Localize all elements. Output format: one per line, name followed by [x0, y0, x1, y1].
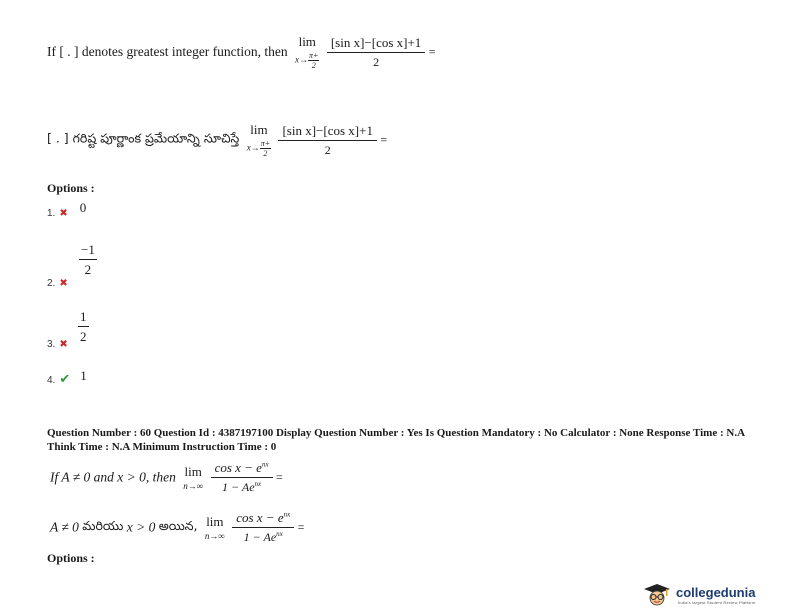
q59-fraction: $\frac{\text{[sin x]−[cos x]+1}}{2}$: [327, 35, 425, 70]
q60-metadata: Question Number : 60 Question Id : 4387197100 Display Question Number : Yes Is Question Mandatory : No Calculator : None Response Time : N.A Think Time : N.A Minimum Instruction Time : 0: [47, 427, 745, 453]
graduate-mascot-icon: [640, 582, 674, 606]
option-2-value: $\frac{-1}{2}$: [81, 242, 95, 277]
q59-english-prefix: If [ . ] denotes greatest integer function, then: [47, 44, 288, 59]
q59-telugu-limit: lim x→ $\frac{\pi+}{2}$: [246, 122, 271, 158]
logo-tagline: India's largest Student Review Platform: [678, 600, 756, 605]
q59-telugu-prefix: [ . ] గరిష్ట పూర్ణాంక ప్రమేయాన్ని సూచిస్తే: [47, 130, 240, 146]
q59-options-label: Options :: [47, 181, 95, 195]
option-3-value: $\frac{1}{2}$: [80, 309, 87, 344]
option-2[interactable]: 2. ✖: [47, 278, 68, 289]
correct-check-icon: ✔: [59, 372, 71, 387]
logo-name: collegedunia: [676, 585, 756, 600]
option-3[interactable]: 3. ✖: [47, 339, 68, 350]
q59-english-line: If [ . ] denotes greatest integer function, then lim x→ $\frac{\pi+}{2}$ $\frac{\text{[sin x]−[cos x]+1}}{2}$ =: [47, 34, 436, 70]
q60-telugu-line: A ≠ 0 మరియు x > 0 అయిన, lim n→∞ $\frac{\cos x - e^{nx}}{1 - Ae^{nx}}$ =: [50, 510, 305, 544]
option-4[interactable]: 4. ✔ 1: [47, 368, 87, 387]
q60-limit: lim n→∞: [183, 464, 204, 491]
q59-telugu-line: [ . ] గరిష్ట పూర్ణాంక ప్రమేయాన్ని సూచిస్తే lim x→ $\frac{\pi+}{2}$ $\frac{\text{[sin x]−[cos x]+1}}{2}$ =: [47, 122, 388, 158]
option-1-value: 0: [79, 200, 87, 215]
option-1[interactable]: 1. ✖ $^0$: [47, 200, 87, 219]
option-4-value: 1: [80, 368, 87, 383]
q60-english-line: If A ≠ 0 and x > 0, then lim n→∞ $\frac{\cos x - e^{nx}}{1 - Ae^{nx}}$ =: [50, 460, 283, 494]
wrong-mark-icon: ✖: [59, 339, 68, 350]
q59-telugu-fraction: $\frac{\text{[sin x]−[cos x]+1}}{2}$: [278, 123, 376, 158]
q60-fraction: $\frac{\cos x - e^{nx}}{1 - Ae^{nx}}$: [211, 460, 273, 495]
q60-telugu-limit: lim n→∞: [204, 514, 225, 541]
q59-limit: lim x→ $\frac{\pi+}{2}$: [295, 34, 319, 70]
collegedunia-logo: [640, 582, 790, 606]
q60-telugu-fraction: $\frac{\cos x - e^{nx}}{1 - Ae^{nx}}$: [232, 510, 294, 545]
wrong-mark-icon: ✖: [59, 208, 68, 219]
q60-english-prefix: If A ≠ 0 and x > 0, then: [50, 469, 176, 485]
wrong-mark-icon: ✖: [59, 278, 68, 289]
q60-options-label: Options :: [47, 551, 95, 565]
